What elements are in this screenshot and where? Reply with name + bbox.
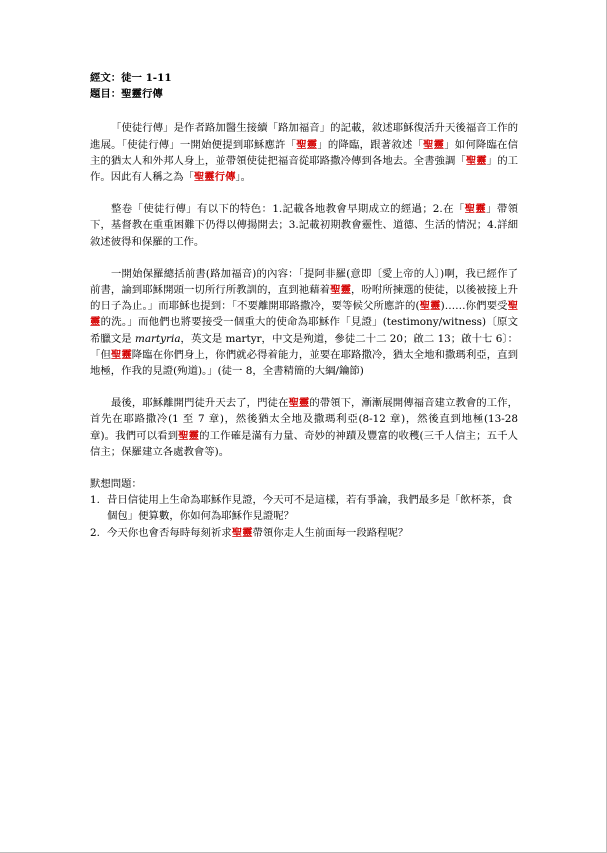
holy-spirit-highlight: 聖靈	[288, 397, 310, 410]
question-number: 2.	[90, 526, 100, 539]
text-run: 」。	[235, 171, 252, 184]
holy-spirit-highlight: 聖靈	[231, 526, 253, 539]
document-body	[90, 70, 518, 541]
text-run: ，英文是 martyr，中文是殉道，參徒二十二 20；啟二 13；啟十七 6〕：「但	[90, 332, 518, 361]
text-run: 的洗。」而他們也將要接受一個重大的使命為耶穌作「見證」(testimony/witness)〔原文希臘文是	[90, 316, 518, 345]
holy-spirit-highlight: 聖靈	[465, 154, 487, 167]
sermon-topic: 題目：聖靈行傳	[90, 88, 163, 101]
holy-spirit-highlight: 聖靈	[330, 284, 352, 297]
holy-spirit-highlight: 聖靈	[419, 300, 441, 313]
text-run: 最後，耶穌離開門徒升天去了，門徒在	[111, 397, 289, 410]
question-text	[107, 525, 518, 541]
acts-of-holy-spirit-highlight: 聖靈行傳	[193, 171, 236, 184]
text-run: 今天你也會否每時每刻祈求	[107, 526, 232, 539]
text-run: 帶領你走人生前面每一段路程呢？	[252, 526, 409, 539]
text-run: 」的降臨，跟著敘述「	[317, 138, 424, 151]
question-item-1	[90, 492, 518, 524]
text-run: 」如何降臨在信主的猶太人和外邦人身上，並帶領使徒把福音從耶路撒冷傳到各地去。全書強調「	[90, 138, 518, 167]
holy-spirit-highlight: 聖靈	[464, 203, 487, 216]
question-item-2	[90, 525, 518, 541]
text-run: 的工作確是滿有力量、奇妙的神蹟及豐富的收穫(三千人信主；五千人信主；保羅建立各處教會等)。	[90, 429, 519, 458]
holy-spirit-highlight: 聖靈	[296, 138, 318, 151]
scripture-reference: 經文：徒一 1-11	[90, 72, 172, 84]
text-run: 」的工作。因此有人稱之為「	[90, 154, 519, 184]
question-number: 1.	[90, 494, 100, 507]
text-run: 的帶領下，漸漸展開傳福音建立教會的工作，首先在耶路撒冷(1 至 7 章)，然後猶太全地及撒瑪利亞(8-12 章)，然後直到地極(13-28 章)。我們可以看到	[90, 397, 519, 442]
text-run: 「使徒行傳」是作者路加醫生接續「路加福音」的記載，敘述耶穌復活升天後福音工作的進展。「使徒行傳」一開始便提到耶穌應許「	[90, 122, 518, 151]
holy-spirit-highlight: 聖靈	[423, 138, 445, 151]
text-run: 降臨在你們身上，你們就必得着能力，並要在耶路撒冷，猶太全地和撒瑪利亞，直到地極，作我的見證(殉道)。」(徒一 8，全書精簡的大綱/鑰節)	[90, 348, 519, 378]
text-run: )……你們要受	[440, 300, 508, 313]
text-run: 整卷「使徒行傳」有以下的特色：1.記載各地教會早期成立的經過；2.在「	[111, 203, 465, 216]
text-run: 一開始保羅總括前書(路加福音)的內容：「提阿非羅(意即〔愛上帝的人〕)啊，我已經作了前書，論到耶穌開頭一切所行所教訓的，直到祂藉着	[90, 267, 518, 297]
meditation-questions-title: 默想問題：	[90, 478, 142, 491]
question-text: 昔日信徒用上生命為耶穌作見證，今天可不是這樣，若有爭論，我們最多是「飲杯茶，食個包」便算數，你如何為耶穌作見證呢？	[107, 494, 513, 523]
holy-spirit-highlight: 聖靈	[110, 348, 132, 361]
paragraph-features	[90, 201, 518, 250]
paragraph-intro	[90, 120, 518, 185]
holy-spirit-highlight: 聖靈	[90, 300, 518, 329]
paragraph-beginning	[90, 266, 518, 379]
paragraph-conclusion	[90, 395, 518, 460]
holy-spirit-highlight: 聖靈	[178, 429, 200, 442]
text-run: 」帶領下，基督教在重重困難下仍得以傳揚開去；3.記載初期教會靈性、道德、生活的情況；4.詳細敘述彼得和保羅的工作。	[90, 203, 519, 248]
text-run: ，吩咐所揀選的使徒，以後被接上升的日子為止。」而耶穌也提到：「不要離開耶路撒冷，要等候父所應許的(	[90, 284, 519, 313]
greek-term: martyria	[134, 332, 181, 345]
